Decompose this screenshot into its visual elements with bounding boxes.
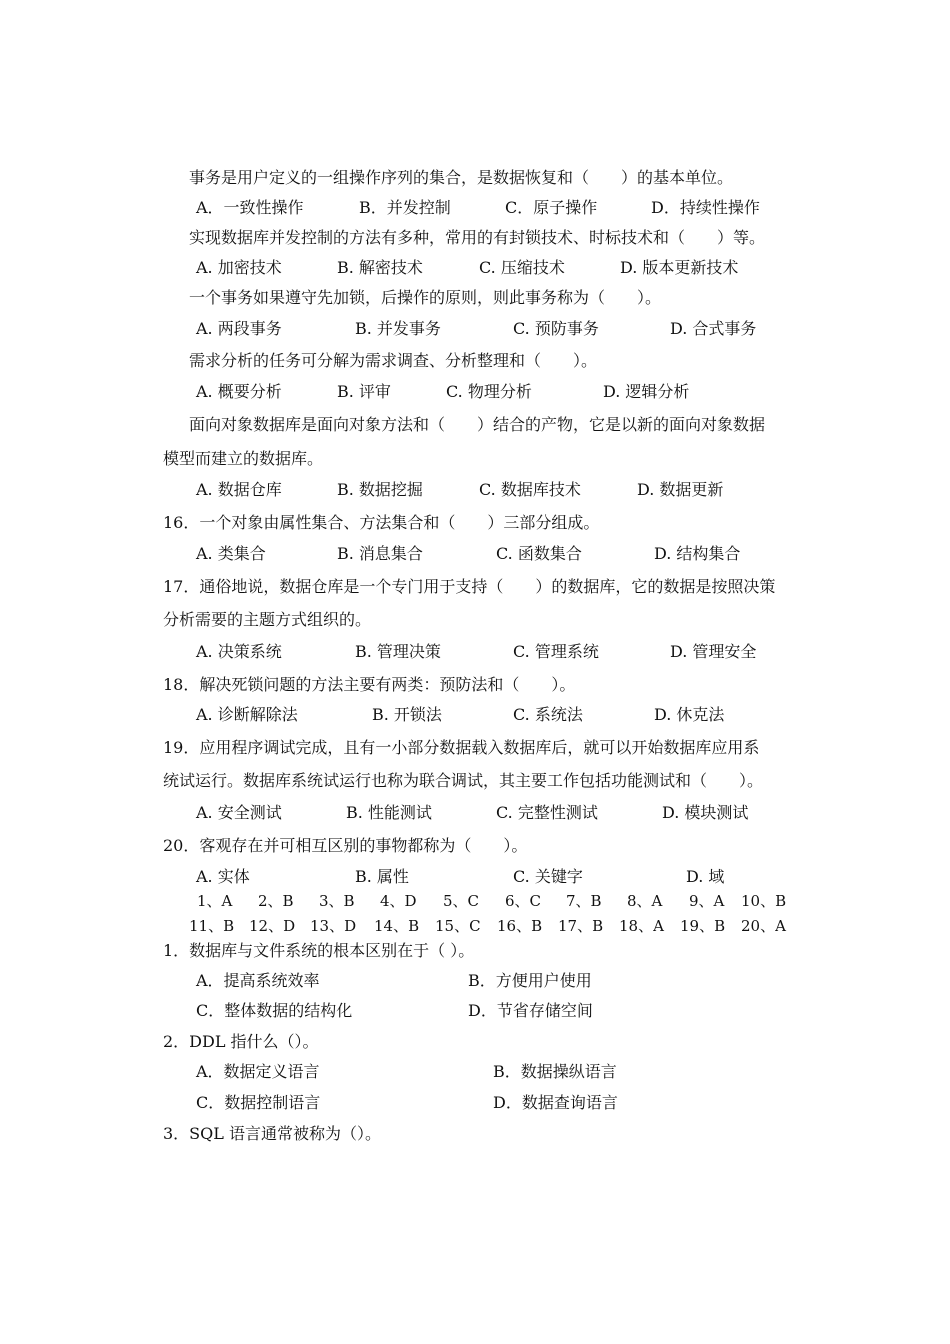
option-c: C．原子操作 bbox=[505, 198, 598, 217]
option-c: C. 关键字 bbox=[513, 867, 583, 886]
option-a: A. 概要分析 bbox=[196, 382, 282, 401]
option-d: D. 结构集合 bbox=[654, 544, 741, 563]
question-stem: 16．一个对象由属性集合、方法集合和（ ）三部分组成。 bbox=[163, 513, 600, 532]
option-d: D. 域 bbox=[686, 867, 725, 886]
option-c: C. 物理分析 bbox=[446, 382, 532, 401]
option-c: C. 管理系统 bbox=[513, 642, 599, 661]
question-stem: 一个事务如果遵守先加锁，后操作的原则，则此事务称为（ ）。 bbox=[189, 288, 662, 307]
option-d: D. 数据更新 bbox=[637, 480, 724, 499]
question-stem: 事务是用户定义的一组操作序列的集合，是数据恢复和（ ）的基本单位。 bbox=[189, 168, 734, 187]
option-a: A．数据定义语言 bbox=[196, 1062, 320, 1081]
option-a: A．提高系统效率 bbox=[196, 971, 320, 990]
option-c: C．整体数据的结构化 bbox=[196, 1001, 353, 1020]
option-d: D. 休克法 bbox=[654, 705, 725, 724]
answer-key-item: 4、D bbox=[380, 892, 417, 910]
option-b: B．方便用户使用 bbox=[468, 971, 592, 990]
option-a: A. 实体 bbox=[196, 867, 250, 886]
option-b: B. 解密技术 bbox=[337, 258, 423, 277]
question-stem: 需求分析的任务可分解为需求调查、分析整理和（ ）。 bbox=[189, 351, 598, 370]
answer-key-item: 17、B bbox=[558, 917, 604, 935]
option-d: D. 版本更新技术 bbox=[620, 258, 739, 277]
option-a: A. 决策系统 bbox=[196, 642, 282, 661]
option-a: A. 安全测试 bbox=[196, 803, 282, 822]
option-b: B. 管理决策 bbox=[355, 642, 441, 661]
option-c: C. 函数集合 bbox=[496, 544, 582, 563]
option-c: C. 压缩技术 bbox=[479, 258, 565, 277]
option-b: B. 评审 bbox=[337, 382, 391, 401]
option-c: C．数据控制语言 bbox=[196, 1093, 321, 1112]
option-b: B. 并发事务 bbox=[355, 319, 441, 338]
option-a: A. 诊断解除法 bbox=[196, 705, 298, 724]
option-c: C. 完整性测试 bbox=[496, 803, 598, 822]
answer-key-item: 3、B bbox=[319, 892, 355, 910]
answer-key-item: 5、C bbox=[443, 892, 480, 910]
option-d: D．持续性操作 bbox=[651, 198, 760, 217]
question-stem-continued: 模型而建立的数据库。 bbox=[163, 449, 324, 468]
option-b: B. 属性 bbox=[355, 867, 409, 886]
answer-key-item: 11、B bbox=[189, 917, 235, 935]
option-b: B. 消息集合 bbox=[337, 544, 423, 563]
option-a: A. 加密技术 bbox=[196, 258, 282, 277]
option-a: A. 两段事务 bbox=[196, 319, 282, 338]
answer-key-item: 19、B bbox=[680, 917, 726, 935]
option-d: D. 模块测试 bbox=[662, 803, 749, 822]
answer-key-item: 16、B bbox=[497, 917, 543, 935]
question-stem: 17．通俗地说，数据仓库是一个专门用于支持（ ）的数据库，它的数据是按照决策 bbox=[163, 577, 776, 596]
option-b: B. 数据挖掘 bbox=[337, 480, 423, 499]
answer-key-item: 14、B bbox=[374, 917, 420, 935]
question-stem: 2．DDL 指什么（）。 bbox=[163, 1032, 319, 1051]
answer-key-item: 13、D bbox=[310, 917, 357, 935]
option-b: B. 性能测试 bbox=[346, 803, 432, 822]
question-stem: 实现数据库并发控制的方法有多种，常用的有封锁技术、时标技术和（ ）等。 bbox=[189, 228, 766, 247]
answer-key-item: 8、A bbox=[627, 892, 663, 910]
question-stem-continued: 统试运行。数据库系统试运行也称为联合调试，其主要工作包括功能测试和（ ）。 bbox=[163, 771, 764, 790]
option-c: C. 系统法 bbox=[513, 705, 583, 724]
question-stem: 19．应用程序调试完成，且有一小部分数据载入数据库后，就可以开始数据库应用系 bbox=[163, 738, 760, 757]
answer-key-item: 12、D bbox=[249, 917, 296, 935]
option-d: D. 逻辑分析 bbox=[603, 382, 690, 401]
answer-key-item: 2、B bbox=[258, 892, 294, 910]
answer-key-item: 1、A bbox=[197, 892, 233, 910]
question-stem: 18．解决死锁问题的方法主要有两类：预防法和（ ）。 bbox=[163, 675, 576, 694]
option-c: C. 预防事务 bbox=[513, 319, 599, 338]
answer-key-item: 6、C bbox=[505, 892, 542, 910]
option-c: C. 数据库技术 bbox=[479, 480, 581, 499]
answer-key-item: 7、B bbox=[566, 892, 602, 910]
question-stem: 3．SQL 语言通常被称为（）。 bbox=[163, 1124, 381, 1143]
answer-key-item: 20、A bbox=[741, 917, 786, 935]
option-d: D．节省存储空间 bbox=[468, 1001, 593, 1020]
question-stem-continued: 分析需要的主题方式组织的。 bbox=[163, 610, 372, 629]
answer-key-item: 10、B bbox=[741, 892, 787, 910]
question-stem: 面向对象数据库是面向对象方法和（ ）结合的产物，它是以新的面向对象数据 bbox=[189, 415, 766, 434]
option-a: A. 数据仓库 bbox=[196, 480, 282, 499]
answer-key-item: 9、A bbox=[689, 892, 725, 910]
option-d: D. 管理安全 bbox=[670, 642, 757, 661]
option-a: A. 类集合 bbox=[196, 544, 266, 563]
question-stem: 20．客观存在并可相互区别的事物都称为（ ）。 bbox=[163, 836, 528, 855]
option-b: B. 开锁法 bbox=[372, 705, 442, 724]
option-d: D. 合式事务 bbox=[670, 319, 757, 338]
option-a: A．一致性操作 bbox=[196, 198, 304, 217]
option-d: D．数据查询语言 bbox=[493, 1093, 618, 1112]
question-stem: 1．数据库与文件系统的根本区别在于（ ）。 bbox=[163, 941, 475, 960]
option-b: B．数据操纵语言 bbox=[493, 1062, 617, 1081]
answer-key-item: 15、C bbox=[435, 917, 481, 935]
answer-key-item: 18、A bbox=[619, 917, 664, 935]
option-b: B．并发控制 bbox=[359, 198, 451, 217]
